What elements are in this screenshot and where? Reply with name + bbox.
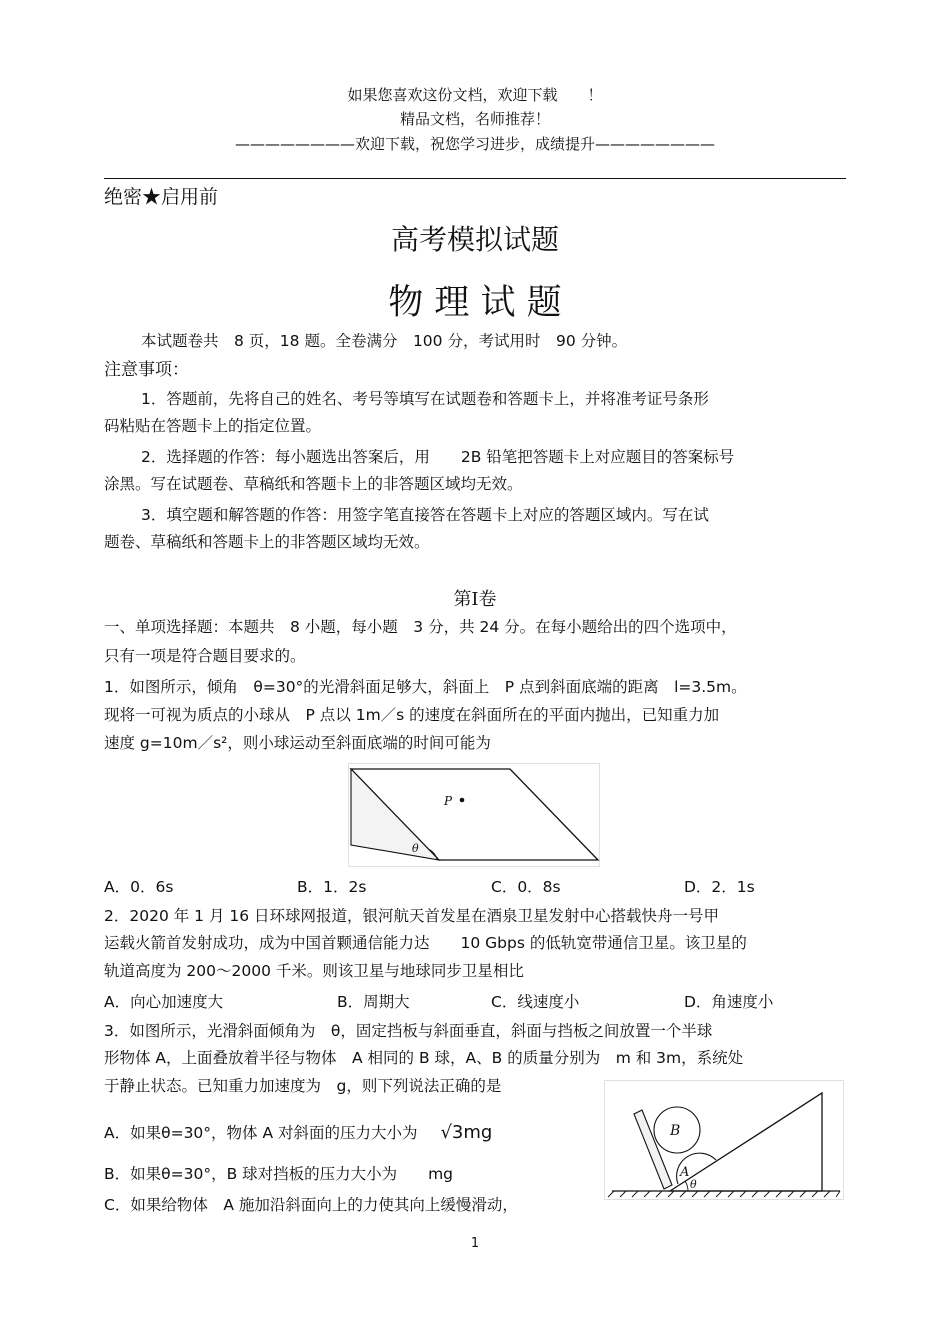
page-title: 高考模拟试题 (390, 223, 559, 256)
page-subtitle: 物 理 试 题 (388, 283, 562, 323)
part1-line-2: 只有一项是符合题目要求的。 (104, 647, 306, 665)
q3-label-a: A (680, 1165, 690, 1180)
q3-label-b: B (670, 1123, 681, 1139)
q1-line-1: 1．如图所示，倾角 θ=30°的光滑斜面足够大，斜面上 P 点到斜面底端的距离 l=3.5m。 (104, 678, 747, 696)
part1-line-1: 一、单项选择题：本题共 8 小题，每小题 3 分，共 24 分。在每小题给出的四个选项中， (104, 618, 737, 636)
q3-line-3: 于静止状态。已知重力加速度为 g，则下列说法正确的是 (104, 1077, 502, 1095)
header-line-2: 精品文档，名师推荐！ (399, 110, 550, 128)
q3-option-b-value: mg (428, 1165, 454, 1183)
q2-line-2: 运载火箭首发射成功，成为中国首颗通信能力达 10 Gbps 的低轨宽带通信卫星。该卫星的 (104, 934, 747, 952)
section-title: 第Ⅰ卷 (453, 589, 497, 610)
q3-option-a[interactable] (104, 1121, 492, 1143)
note-3-line-2: 题卷、草稿纸和答题卡上的非答题区域均无效。 (104, 533, 430, 551)
note-2-line-2: 涂黑。写在试题卷、草稿纸和答题卡上的非答题区域均无效。 (104, 475, 523, 493)
secret-mark: 绝密★启用前 (104, 186, 219, 208)
q1-line-2: 现将一可视为质点的小球从 P 点以 1m／s 的速度在斜面所在的平面内抛出，已知重力加 (104, 706, 720, 724)
q1-incline-figure (348, 763, 600, 867)
q3-option-b-text: B．如果θ=30°，B 球对挡板的压力大小为 (104, 1165, 398, 1183)
q2-option-a[interactable]: A．向心加速度大 (104, 993, 224, 1011)
q3-figure-frame (605, 1081, 844, 1200)
q3-line-2: 形物体 A，上面叠放着半径与物体 A 相同的 B 球，A、B 的质量分别为 m 和 3m，系统处 (104, 1049, 744, 1067)
notes-heading: 注意事项： (104, 360, 189, 380)
header-divider (104, 178, 846, 179)
q3-option-a-text: A．如果θ=30°，物体 A 对斜面的压力大小为 (104, 1124, 418, 1142)
q1-option-d[interactable]: D．2．1s (684, 878, 755, 896)
q3-incline-figure (604, 1080, 844, 1200)
q2-option-c[interactable]: C．线速度小 (491, 993, 580, 1011)
intro-text: 本试题卷共 8 页，18 题。全卷满分 100 分，考试用时 90 分钟。 (141, 332, 628, 350)
header-line-1: 如果您喜欢这份文档，欢迎下载 ！ (347, 86, 603, 104)
note-1-line-2: 码粘贴在答题卡上的指定位置。 (104, 417, 322, 435)
q1-label-theta: θ (412, 842, 419, 855)
q2-option-d[interactable]: D．角速度小 (684, 993, 774, 1011)
note-1-line-1: 1．答题前，先将自己的姓名、考号等填写在试题卷和答题卡上，并将准考证号条形 (141, 390, 709, 408)
q3-option-b[interactable] (104, 1162, 453, 1184)
q3-option-c[interactable]: C．如果给物体 A 施加沿斜面向上的力使其向上缓慢滑动， (104, 1196, 518, 1214)
q3-option-a-value: √3mg (440, 1122, 493, 1143)
q1-option-c[interactable]: C．0．8s (491, 878, 561, 896)
q2-line-3: 轨道高度为 200～2000 千米。则该卫星与地球同步卫星相比 (104, 962, 524, 980)
q1-label-p: P (444, 794, 453, 808)
q1-option-a[interactable]: A．0．6s (104, 878, 174, 896)
q1-point-p (460, 798, 465, 803)
q2-line-1: 2．2020 年 1 月 16 日环球网报道，银河航天首发星在酒泉卫星发射中心搭载快舟一号甲 (104, 907, 720, 925)
q2-option-b[interactable]: B．周期大 (337, 993, 410, 1011)
q3-label-theta: θ (690, 1178, 697, 1191)
q1-option-b[interactable]: B．1．2s (297, 878, 367, 896)
q3-line-1: 3．如图所示，光滑斜面倾角为 θ，固定挡板与斜面垂直，斜面与挡板之间放置一个半球 (104, 1022, 713, 1040)
note-2-line-1: 2．选择题的作答：每小题选出答案后，用 2B 铅笔把答题卡上对应题目的答案标号 (141, 448, 735, 466)
note-3-line-1: 3．填空题和解答题的作答：用签字笔直接答在答题卡上对应的答题区域内。写在试 (141, 506, 709, 524)
q1-line-3: 速度 g=10m／s²，则小球运动至斜面底端的时间可能为 (104, 734, 491, 752)
header-line-3: ————————欢迎下载，祝您学习进步，成绩提升———————— (234, 135, 715, 153)
page-number: 1 (470, 1236, 480, 1251)
